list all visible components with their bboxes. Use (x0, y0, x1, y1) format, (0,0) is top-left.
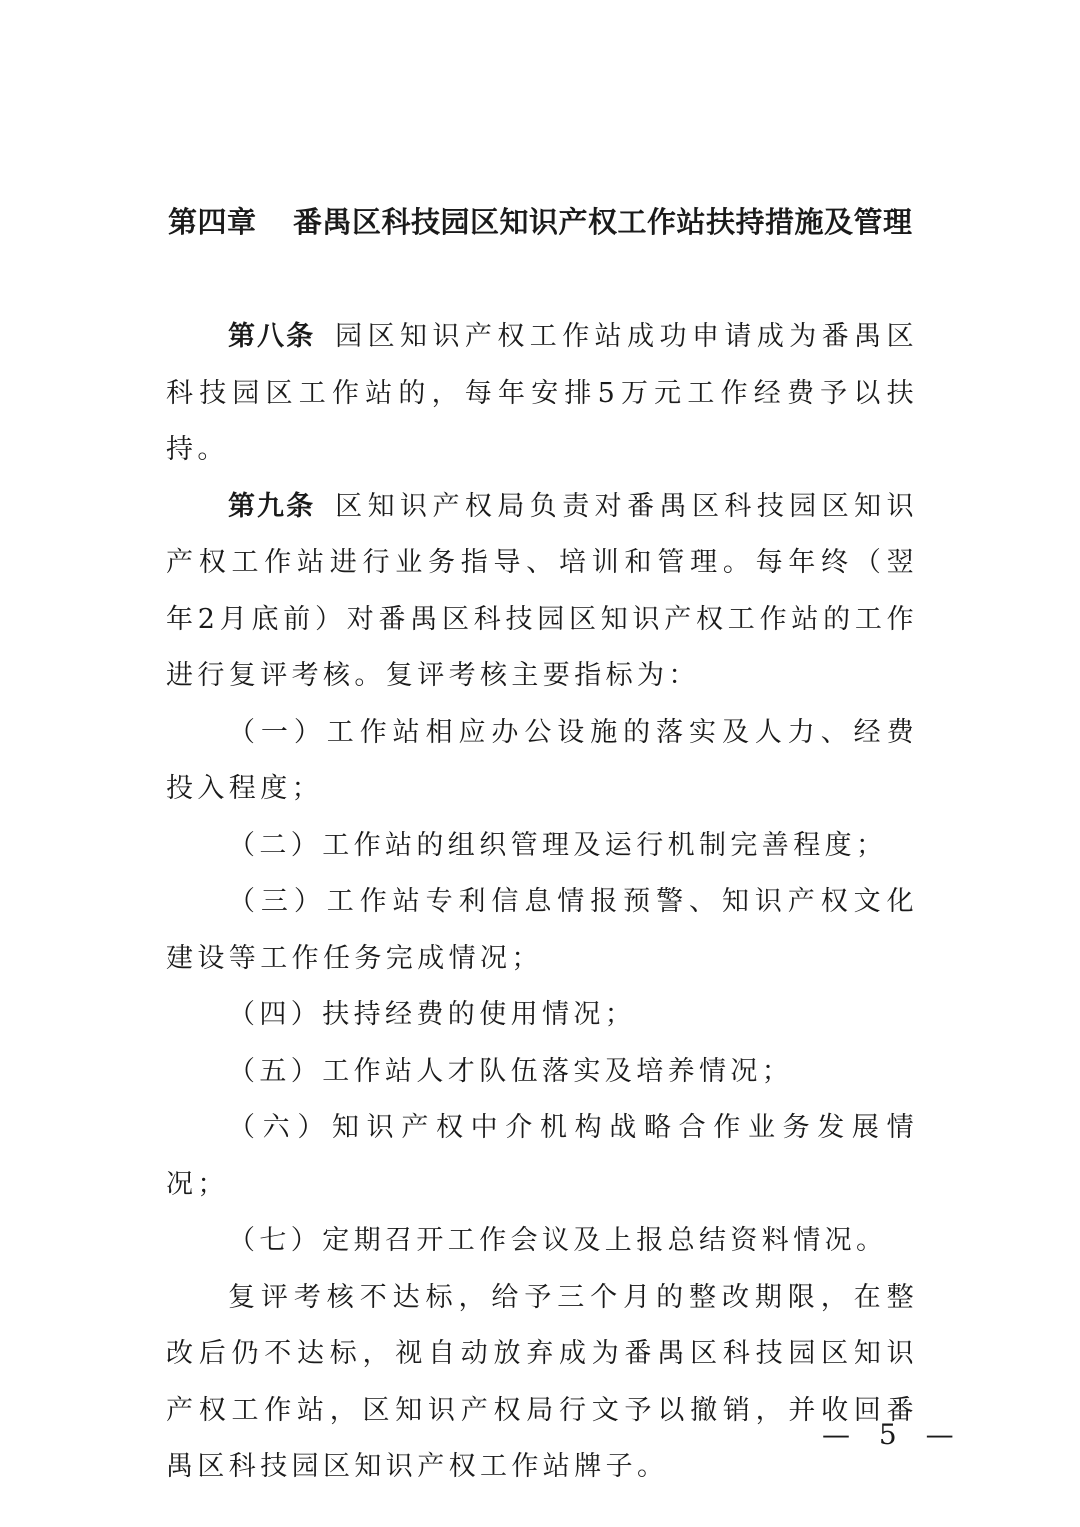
indicator-item: （二）工作站的组织管理及运行机制完善程度； (228, 829, 888, 861)
chapter-number: 第四章 (168, 205, 257, 239)
document-body (166, 309, 918, 1496)
article-paragraph (166, 309, 918, 479)
page-number: — 5 — (822, 1418, 964, 1451)
indicator-item: （六）知识产权中介机构战略合作业务发展情况； (166, 1112, 918, 1200)
indicator-item: （一）工作站相应办公设施的落实及人力、经费投入程度； (166, 716, 918, 804)
closing-paragraph: 复评考核不达标，给予三个月的整改期限，在整改后仍不达标，视自动放弃成为番禺区科技园区知识产权工作站，区知识产权局行文予以撤销，并收回番禺区科技园区知识产权工作站牌子。 (166, 1281, 918, 1482)
chapter-title: 番禺区科技园区知识产权工作站扶持措施及管理 (293, 205, 913, 239)
article-text: 园区知识产权工作站成功申请成为番禺区科技园区工作站的，每年安排5万元工作经费予以扶持。 (166, 321, 919, 465)
article-text: 区知识产权局负责对番禺区科技园区知识产权工作站进行业务指导、培训和管理。每年终（翌年2月底前）对番禺区科技园区知识产权工作站的工作进行复评考核。复评考核主要指标为： (166, 490, 919, 691)
article-label: 第八条 (228, 321, 316, 352)
article-paragraph (166, 479, 918, 705)
chapter-heading (168, 196, 928, 248)
indicator-item: （七）定期召开工作会议及上报总结资料情况。 (228, 1225, 888, 1256)
indicator-item: （五）工作站人才队伍落实及培养情况； (228, 1055, 794, 1087)
article-label: 第九条 (228, 490, 316, 522)
indicator-item: （四）扶持经费的使用情况； (228, 999, 637, 1030)
indicator-item: （三）工作站专利信息情报预警、知识产权文化建设等工作任务完成情况； (166, 886, 918, 974)
